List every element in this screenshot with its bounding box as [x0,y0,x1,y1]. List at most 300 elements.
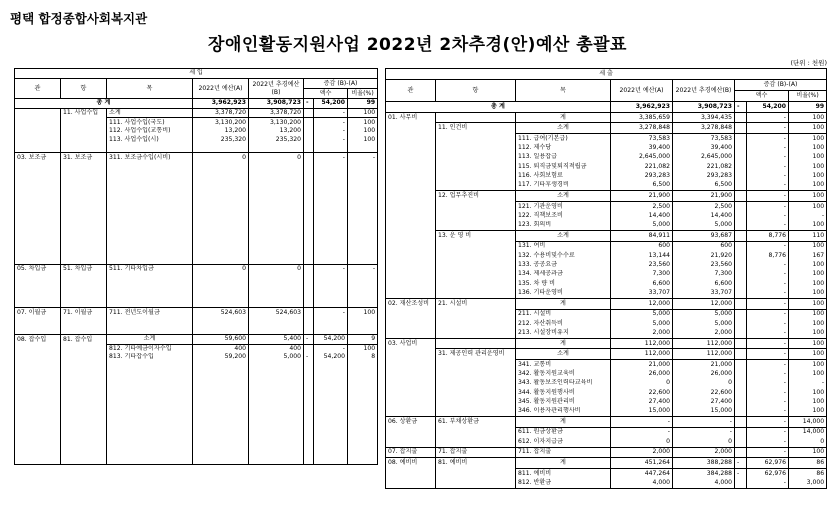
cell-mok [107,299,193,308]
cell-hang [61,438,107,446]
total-budget: 3,962,923 [611,102,673,113]
cell-mok: 123. 회의비 [516,221,611,231]
cell-hang: 13. 운 영 비 [436,231,516,242]
cell-amount: - [747,359,789,369]
cell-budget: 447,264 [611,468,673,478]
cell-sign [304,290,314,298]
cell-hang [61,255,107,264]
cell-hang [436,468,516,478]
table-row [15,325,378,334]
table-row [386,143,827,152]
cell-budget [193,238,249,246]
cell-sign [304,213,314,221]
cell-amount [314,362,348,370]
cell-revised: 112,000 [673,338,735,349]
expenditure-header-row [386,80,827,91]
cell-budget [193,413,249,421]
cell-revised [249,204,304,212]
cell-mok: 소계 [107,335,193,345]
cell-ratio [348,413,378,421]
cell-mok [107,247,193,255]
cell-amount: - [747,241,789,251]
cell-sign [735,388,747,397]
cell-budget [193,162,249,170]
cell-amount: - [314,308,348,317]
cell-budget [193,213,249,221]
cell-mok [107,404,193,412]
cell-revised [249,362,304,370]
col-amount: 액수 [304,89,348,99]
cell-budget: 2,000 [611,328,673,338]
cell-revised: 293,283 [673,171,735,180]
cell-budget [193,282,249,290]
cell-mok [107,144,193,153]
cell-revised [249,213,304,221]
cell-revised: 3,278,848 [673,123,735,134]
table-row [386,191,827,202]
page-title: 장애인활동지원사업 2022년 2차추경(안)예산 총괄표 [208,35,627,55]
cell-sign [304,118,314,127]
cell-sign [304,108,314,118]
cell-revised: 14,400 [673,211,735,220]
cell-kwan [15,455,61,465]
cell-sign [735,309,747,319]
cell-ratio: 100 [789,359,827,369]
cell-revised: 2,000 [673,447,735,458]
table-row [15,282,378,290]
cell-ratio [348,204,378,212]
cell-sign [735,478,747,488]
cell-kwan [15,230,61,238]
cell-amount: - [747,133,789,143]
cell-ratio [348,379,378,387]
cell-hang [436,260,516,269]
cell-hang [436,407,516,417]
cell-amount [314,421,348,429]
cell-budget [193,325,249,334]
cell-mok: 612. 이자지급금 [516,437,611,447]
col-revised: 2022년 추경예산(B) [673,80,735,102]
cell-ratio: 100 [789,279,827,288]
table-row [386,478,827,488]
cell-hang: 81. 예비비 [436,458,516,469]
cell-budget [193,438,249,446]
cell-revised: 3,130,200 [249,118,304,127]
cell-budget: - [611,427,673,437]
cell-amount: - [747,191,789,202]
cell-kwan [15,299,61,308]
cell-hang [436,133,516,143]
cell-amount [314,255,348,264]
cell-amount: - [747,221,789,231]
total-amount: 54,200 [314,99,348,109]
cell-budget: 27,400 [611,397,673,406]
cell-sign [304,135,314,143]
cell-mok: 132. 수용비및수수료 [516,251,611,260]
cell-revised: 21,920 [673,251,735,260]
cell-sign [304,438,314,446]
cell-amount: - [747,328,789,338]
cell-kwan [15,404,61,412]
cell-hang [436,153,516,162]
cell-sign [304,127,314,135]
cell-budget: 112,000 [611,338,673,349]
cell-kwan [386,153,436,162]
cell-mok: 115. 퇴직금및퇴직적립금 [516,162,611,171]
cell-mok: 711. 전년도이월금 [107,308,193,317]
table-row [386,369,827,378]
cell-budget: 3,130,200 [193,118,249,127]
table-row [15,387,378,395]
total-revised: 3,908,723 [673,102,735,113]
cell-kwan [15,162,61,170]
cell-kwan [386,397,436,406]
cell-budget: 22,600 [611,388,673,397]
cell-budget: 26,000 [611,369,673,378]
cell-hang [61,118,107,127]
cell-kwan [15,196,61,204]
table-row [386,397,827,406]
cell-amount: 8,776 [747,251,789,260]
cell-revised: 93,687 [673,231,735,242]
cell-ratio: 14,000 [789,427,827,437]
cell-amount: - [747,260,789,269]
cell-ratio [348,255,378,264]
table-row [15,362,378,370]
col-kwan: 관 [15,79,61,99]
cell-budget: 112,000 [611,349,673,360]
cell-revised [249,255,304,264]
cell-ratio [348,396,378,404]
cell-sign [304,196,314,204]
cell-budget: 13,200 [193,127,249,135]
cell-hang [436,388,516,397]
cell-ratio [348,370,378,378]
cell-hang [61,379,107,387]
cell-ratio [348,187,378,195]
cell-hang [61,213,107,221]
cell-ratio: 100 [789,349,827,360]
cell-kwan: 06. 상환금 [386,417,436,428]
cell-revised: 6,600 [673,279,735,288]
cell-mok [107,196,193,204]
cell-ratio [348,247,378,255]
cell-amount: - [314,118,348,127]
cell-sign [304,144,314,153]
table-row [15,118,378,127]
cell-mok [107,187,193,195]
cell-amount: - [747,288,789,298]
cell-ratio [348,362,378,370]
cell-budget: 6,600 [611,279,673,288]
table-row [15,127,378,135]
cell-revised: 0 [673,379,735,388]
cell-hang [436,143,516,152]
cell-mok: 계 [516,458,611,469]
cell-hang [61,127,107,135]
total-amount: 54,200 [747,102,789,113]
table-row [386,260,827,269]
cell-mok [107,396,193,404]
cell-sign [304,396,314,404]
revenue-total-row [15,99,378,109]
table-row [386,349,827,360]
cell-budget: 73,583 [611,133,673,143]
cell-amount [314,379,348,387]
cell-ratio: 100 [789,328,827,338]
cell-amount: - [314,153,348,162]
cell-ratio: - [789,379,827,388]
cell-kwan [15,344,61,353]
cell-hang [61,196,107,204]
table-row [15,213,378,221]
cell-kwan [15,370,61,378]
cell-budget [193,370,249,378]
cell-hang [436,181,516,191]
cell-hang [436,279,516,288]
cell-amount: - [314,344,348,353]
col-budget: 2022년 예산(A) [193,79,249,99]
cell-budget: 5,000 [611,309,673,319]
table-row [386,417,827,428]
table-row [15,421,378,429]
cell-mok: 812. 기타예금이자수입 [107,344,193,353]
cell-sign [304,455,314,465]
cell-mok: 345. 활동지원관리비 [516,397,611,406]
cell-mok: 311. 보조금수입(시비) [107,153,193,162]
cell-ratio [348,387,378,395]
table-row [386,153,827,162]
cell-ratio: 167 [789,251,827,260]
cell-kwan [15,144,61,153]
cell-amount: - [747,349,789,360]
cell-kwan [386,427,436,437]
cell-hang [61,162,107,170]
cell-revised: 5,000 [673,221,735,231]
cell-sign: - [735,458,747,469]
expenditure-body [386,69,827,489]
cell-ratio [348,404,378,412]
cell-budget: 14,400 [611,211,673,220]
cell-mok [107,421,193,429]
cell-kwan [15,213,61,221]
cell-budget [193,421,249,429]
cell-amount [314,455,348,465]
cell-kwan [386,143,436,152]
cell-ratio: - [348,264,378,273]
cell-kwan [15,255,61,264]
cell-revised: 13,200 [249,127,304,135]
cell-sign [735,298,747,309]
table-row [15,290,378,298]
cell-mok: 소계 [516,349,611,360]
table-row [15,204,378,212]
cell-revised: 12,000 [673,298,735,309]
cell-budget: 0 [193,264,249,273]
cell-mok [107,162,193,170]
table-row [386,221,827,231]
cell-hang [436,251,516,260]
cell-ratio [348,430,378,438]
cell-amount: - [747,388,789,397]
cell-sign: - [735,468,747,478]
table-row [386,123,827,134]
cell-budget: 6,500 [611,181,673,191]
cell-hang [61,187,107,195]
cell-amount: - [747,270,789,279]
cell-ratio: 0 [789,437,827,447]
cell-amount [314,413,348,421]
cell-sign [735,270,747,279]
cell-sign [304,421,314,429]
cell-ratio: 100 [789,221,827,231]
cell-sign [304,238,314,246]
col-hang: 항 [436,80,516,102]
col-ratio: 비율(%) [789,91,827,102]
cell-mok [107,290,193,298]
cell-revised: 112,000 [673,349,735,360]
cell-budget [193,317,249,325]
cell-amount: 62,976 [747,458,789,469]
cell-sign [304,362,314,370]
cell-ratio: 100 [789,298,827,309]
cell-sign [304,430,314,438]
cell-revised: 27,400 [673,397,735,406]
cell-hang [61,344,107,353]
cell-mok: 111. 사업수입(국도) [107,118,193,127]
cell-amount [314,370,348,378]
table-row [386,359,827,369]
cell-budget [193,299,249,308]
cell-sign [735,241,747,251]
table-row [15,370,378,378]
cell-sign [304,447,314,455]
cell-amount: - [747,478,789,488]
cell-hang [436,478,516,488]
cell-mok: 131. 여비 [516,241,611,251]
cell-mok: 135. 차 량 비 [516,279,611,288]
cell-amount [314,204,348,212]
cell-budget [193,447,249,455]
table-row [386,437,827,447]
cell-revised [249,455,304,465]
table-row [386,171,827,180]
cell-budget [193,171,249,179]
table-row [15,247,378,255]
cell-mok: 136. 기타운영비 [516,288,611,298]
table-row [386,288,827,298]
cell-sign [735,338,747,349]
cell-mok: 344. 활동지원행사비 [516,388,611,397]
cell-revised: - [673,417,735,428]
cell-sign [304,404,314,412]
table-row [15,135,378,143]
cell-kwan [15,362,61,370]
cell-budget: - [611,417,673,428]
cell-revised [249,290,304,298]
cell-mok: 계 [516,338,611,349]
cell-kwan [386,349,436,360]
cell-mok [107,171,193,179]
cell-kwan [15,379,61,387]
cell-kwan: 08. 예비비 [386,458,436,469]
cell-budget: 21,000 [611,359,673,369]
cell-mok [107,387,193,395]
cell-hang [61,238,107,246]
cell-ratio [348,171,378,179]
cell-amount: - [747,279,789,288]
table-row [386,211,827,220]
cell-sign [304,273,314,281]
table-row [386,427,827,437]
cell-mok [107,370,193,378]
cell-amount: - [747,397,789,406]
cell-budget [193,273,249,281]
cell-kwan [386,319,436,328]
cell-revised: - [673,427,735,437]
cell-budget: 2,645,000 [611,153,673,162]
cell-sign [304,179,314,187]
cell-mok [107,204,193,212]
cell-mok: 121. 기관운영비 [516,201,611,211]
cell-amount: - [747,153,789,162]
cell-revised [249,317,304,325]
cell-budget [193,404,249,412]
cell-sign [735,181,747,191]
cell-kwan [386,241,436,251]
cell-sign [735,349,747,360]
cell-budget: 0 [193,153,249,162]
cell-kwan [15,421,61,429]
cell-ratio [348,179,378,187]
cell-revised [249,238,304,246]
table-row [15,308,378,317]
cell-hang: 21. 시설비 [436,298,516,309]
cell-kwan [386,191,436,202]
cell-ratio: 100 [789,123,827,134]
cell-sign [735,133,747,143]
cell-budget: 3,378,720 [193,108,249,118]
cell-amount [314,273,348,281]
cell-budget: 600 [611,241,673,251]
cell-hang [61,282,107,290]
cell-revised [249,413,304,421]
table-row [386,388,827,397]
cell-hang [61,144,107,153]
cell-mok: 계 [516,417,611,428]
cell-ratio: 14,000 [789,417,827,428]
cell-amount [314,221,348,229]
cell-revised [249,325,304,334]
cell-hang [436,241,516,251]
cell-amount: - [747,143,789,152]
cell-revised: 73,583 [673,133,735,143]
cell-budget: 524,603 [193,308,249,317]
col-ratio: 비율(%) [348,89,378,99]
cell-mok [107,438,193,446]
cell-amount: - [747,447,789,458]
cell-mok: 211. 시설비 [516,309,611,319]
cell-mok: 343. 활동보조인력타교육비 [516,379,611,388]
cell-amount [314,290,348,298]
cell-sign: - [304,353,314,361]
table-row [15,179,378,187]
cell-kwan [15,135,61,143]
cell-mok [107,230,193,238]
cell-kwan [15,438,61,446]
cell-amount: - [747,162,789,171]
table-row [15,455,378,465]
